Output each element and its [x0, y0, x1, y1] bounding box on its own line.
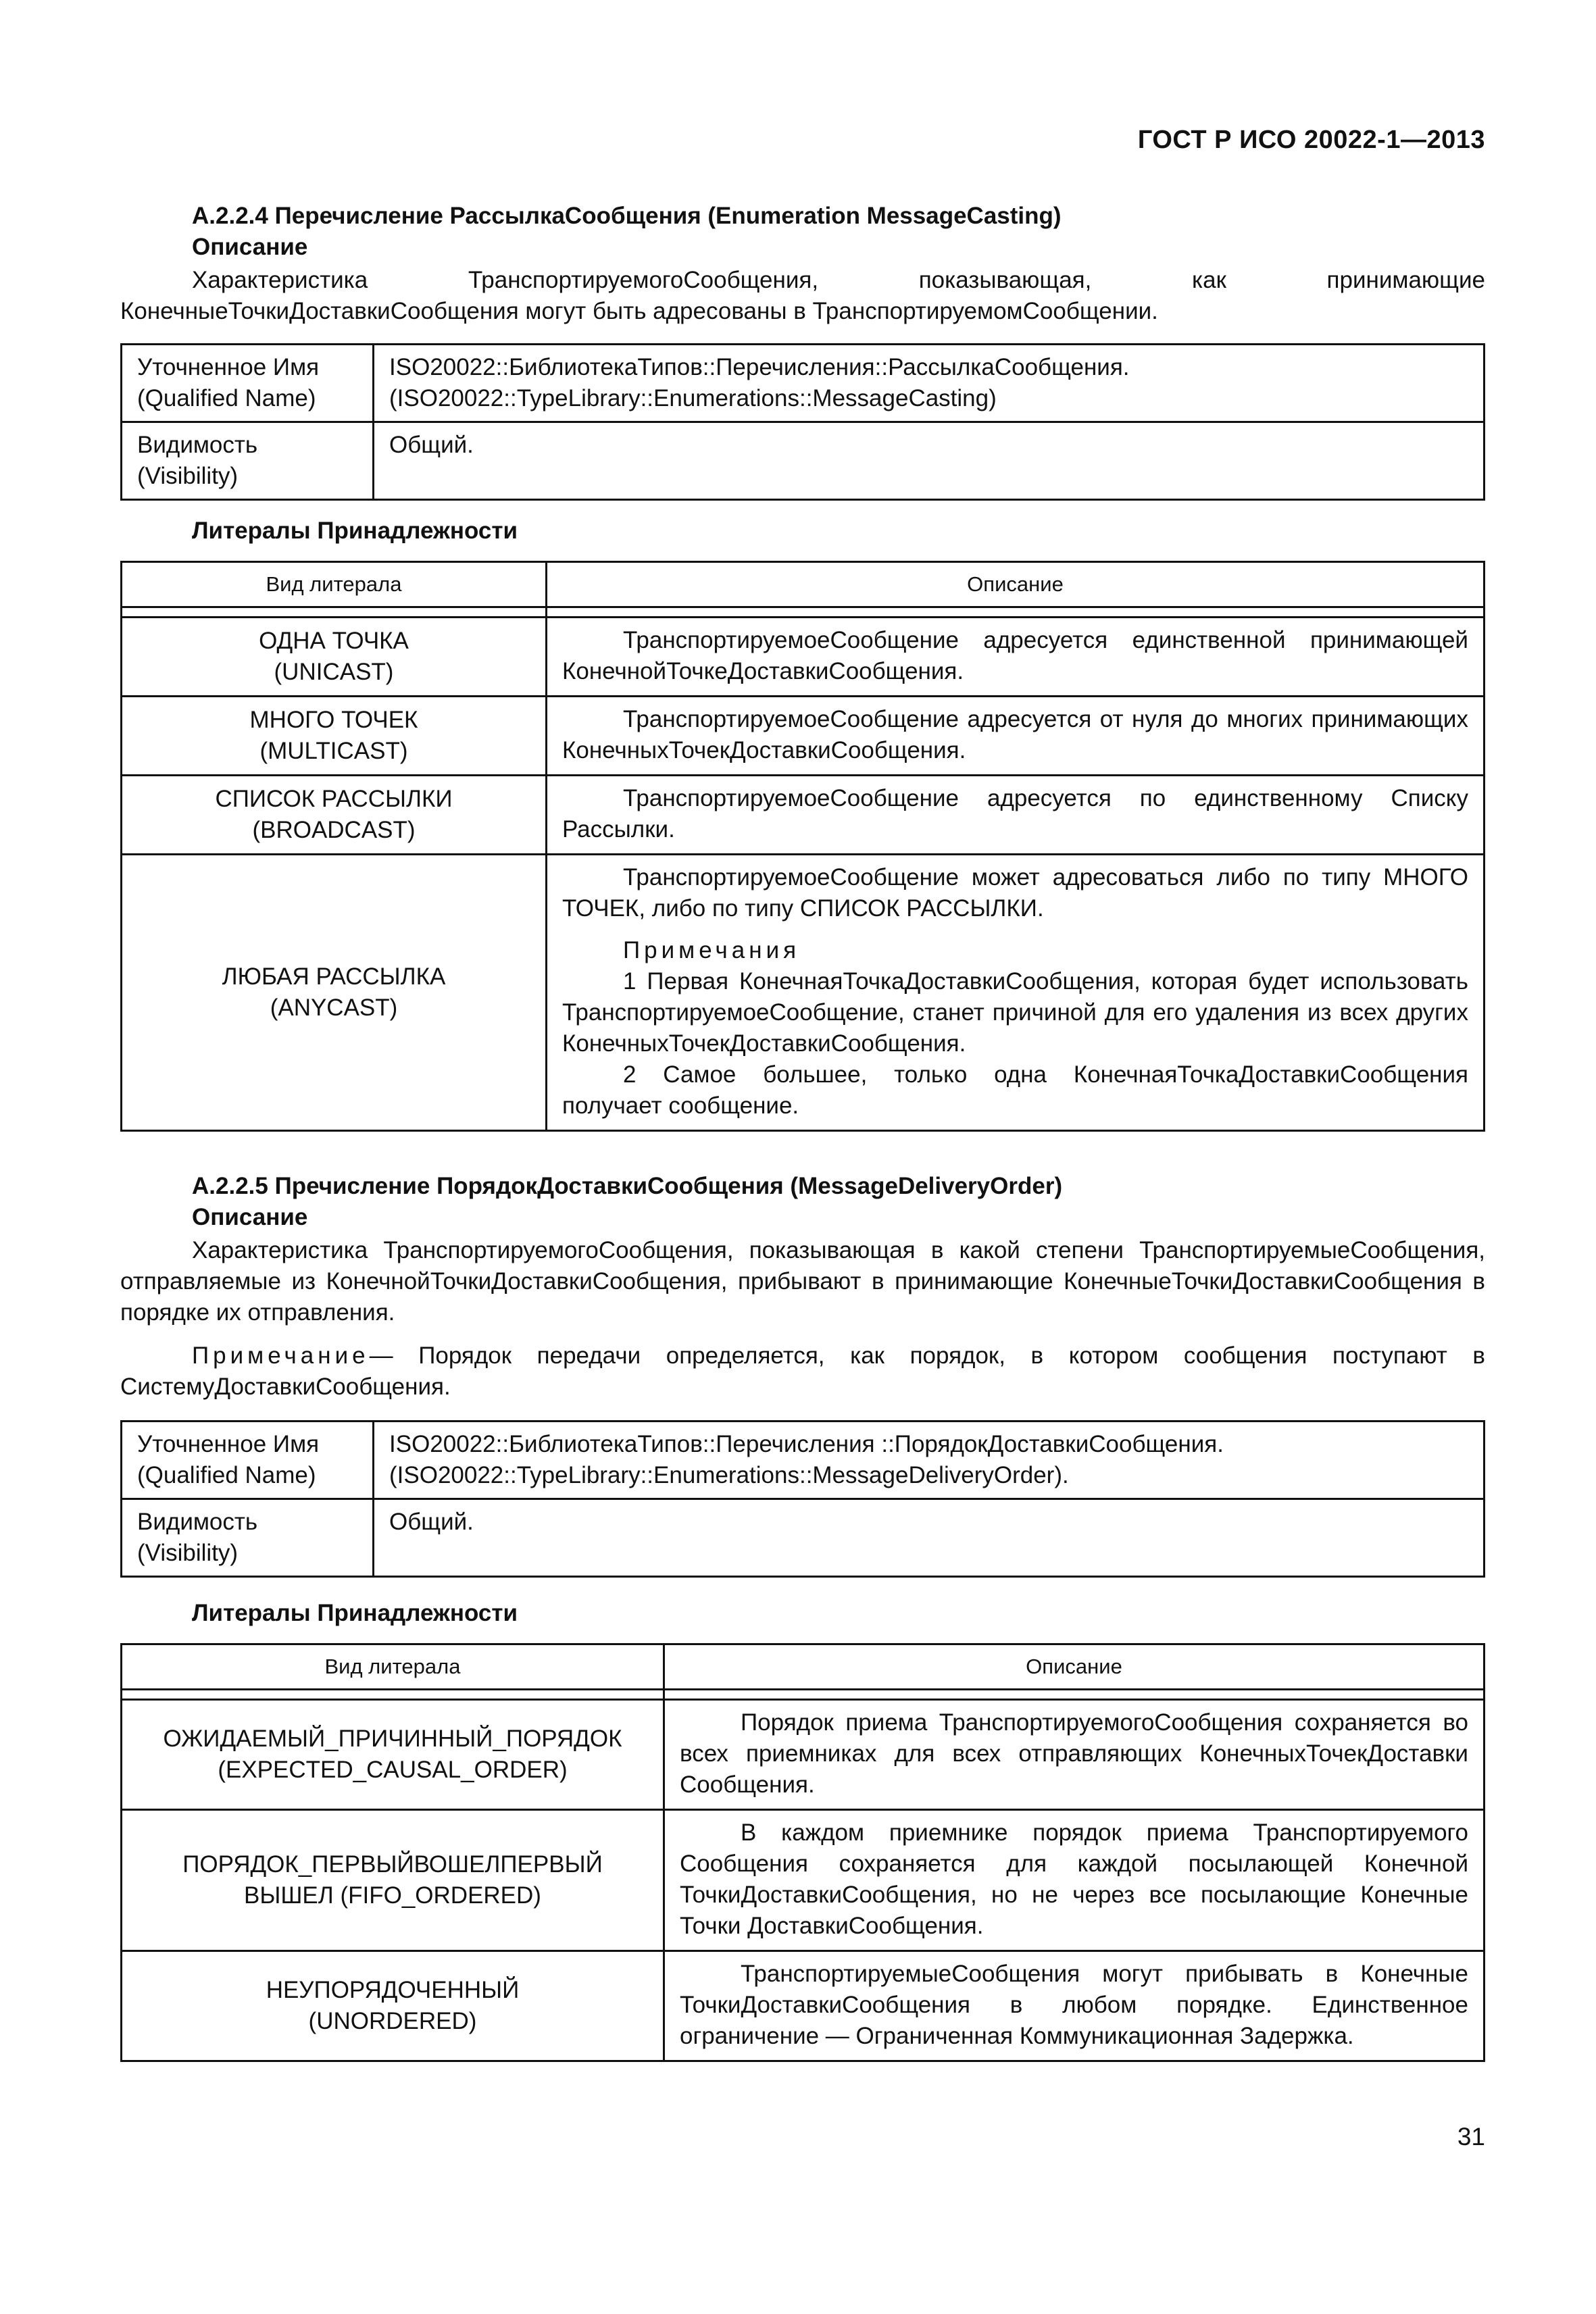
literal-name-line: ЛЮБАЯ РАССЫЛКА	[222, 963, 446, 990]
column-header-description: Описание	[547, 562, 1485, 607]
column-header-kind: Вид литерала	[122, 1644, 664, 1690]
literal-description-text: ТранспортируемоеСообщение адресуется от нуля до многих принимающих КонечныхТочекДоставкиСообщения.	[562, 706, 1468, 763]
literal-name	[122, 697, 547, 776]
literal-name	[122, 855, 547, 1131]
attr-value-line: Общий.	[389, 1509, 474, 1535]
attr-key	[122, 422, 374, 500]
table-row	[122, 1499, 1485, 1577]
literal-name-line: ОЖИДАЕМЫЙ_ПРИЧИННЫЙ_ПОРЯДОК	[163, 1726, 622, 1752]
description-text: Характеристика ТранспортируемогоСообщения, показывающая, как принимающие КонечныеТочкиДоставкиСообщения могут быть адресованы в ТранспортируемомСообщении.	[120, 267, 1485, 324]
literal-name-line: (MULTICAST)	[259, 738, 408, 764]
note-text: 1 Первая КонечнаяТочкаДоставкиСообщения, которая будет использовать ТранспортируемоеСообщение, станет причиной для его удаления из всех других КонечныхТочекДоставкиСообщения.	[562, 968, 1468, 1057]
literal-name	[122, 618, 547, 697]
notes-label: Примечания	[623, 937, 801, 963]
table-header-row	[122, 562, 1485, 607]
literal-name	[122, 1951, 664, 2061]
note-text: — Порядок передачи определяется, как порядок, в котором сообщения поступают в СистемуДоставкиСообщения.	[120, 1342, 1485, 1400]
attr-key-line: (Visibility)	[137, 463, 239, 489]
header-spacer	[122, 607, 1485, 618]
table-row	[122, 1951, 1485, 2061]
attr-key-line: (Qualified Name)	[137, 1462, 316, 1488]
literal-name-line: ПОРЯДОК_ПЕРВЫЙВОШЕЛПЕРВЫЙ	[182, 1851, 603, 1878]
table-row	[122, 422, 1485, 500]
literal-description-text: Порядок приема ТранспортируемогоСообщения сохраняется во всех приемниках для всех отправляющих КонечныхТочекДоставки Сообщения.	[680, 1709, 1468, 1798]
attr-key-line: Уточненное Имя	[137, 354, 320, 380]
table-header-row	[122, 1644, 1485, 1690]
table-row	[122, 855, 1485, 1131]
literal-description	[547, 776, 1485, 855]
literal-name-line: СПИСОК РАССЫЛКИ	[215, 786, 453, 812]
literal-name-line: (UNORDERED)	[308, 2008, 477, 2034]
literal-description	[664, 1700, 1485, 1810]
literal-description	[547, 618, 1485, 697]
literal-description	[547, 855, 1485, 1131]
literals-heading: Литералы Принадлежности	[192, 1600, 518, 1626]
literal-description	[547, 697, 1485, 776]
table-row	[122, 697, 1485, 776]
section-title-message-delivery-order: A.2.2.5 Пречисление ПорядокДоставкиСообщения (MessageDeliveryOrder)	[192, 1173, 1063, 1199]
attr-key	[122, 1422, 374, 1499]
attr-key-line: Видимость	[137, 432, 258, 458]
column-header-description: Описание	[664, 1644, 1485, 1690]
attr-value	[374, 422, 1485, 500]
note-text: 2 Самое большее, только одна КонечнаяТочкаДоставкиСообщения получает сообщение.	[562, 1061, 1468, 1119]
note-paragraph	[120, 1340, 1485, 1403]
description-heading: Описание	[192, 1204, 308, 1230]
attr-key-line: Видимость	[137, 1509, 258, 1535]
page-number: 31	[1457, 2123, 1485, 2150]
literal-description-text: ТранспортируемоеСообщение адресуется по единственному Списку Рассылки.	[562, 785, 1468, 842]
literals-table	[120, 1643, 1485, 2062]
literal-description	[664, 1810, 1485, 1951]
table-row	[122, 1700, 1485, 1810]
attributes-table	[120, 1420, 1485, 1578]
attr-key	[122, 345, 374, 422]
literal-name-line: (UNICAST)	[274, 659, 394, 685]
literal-name-line: ОДНА ТОЧКА	[259, 628, 409, 654]
attr-value-line: Общий.	[389, 432, 474, 458]
literal-name-line: МНОГО ТОЧЕК	[249, 707, 418, 733]
table-row	[122, 345, 1485, 422]
literal-description-text: В каждом приемнике порядок приема Транспортируемого Сообщения сохраняется для каждой посылающей Конечной ТочкиДоставкиСообщения, но не через все посылающие Конечные Точки ДоставкиСообщения.	[680, 1819, 1468, 1939]
table-row	[122, 1422, 1485, 1499]
literal-description	[664, 1951, 1485, 2061]
attributes-table	[120, 343, 1485, 501]
literal-name-line: (BROADCAST)	[252, 817, 416, 843]
attr-value-line: (ISO20022::TypeLibrary::Enumerations::MessageCasting)	[389, 385, 997, 411]
literal-name-line: НЕУПОРЯДОЧЕННЫЙ	[266, 1977, 520, 2003]
literals-heading: Литералы Принадлежности	[192, 518, 518, 544]
literals-table	[120, 561, 1485, 1132]
table-row	[122, 1810, 1485, 1951]
note-label: Примечание	[192, 1342, 370, 1369]
table-row	[122, 776, 1485, 855]
attr-value	[374, 345, 1485, 422]
description-heading: Описание	[192, 234, 308, 260]
literal-description-text: ТранспортируемоеСообщение может адресоваться либо по типу МНОГО ТОЧЕК, либо по типу СПИСОК РАССЫЛКИ.	[562, 864, 1468, 922]
literal-description-text: ТранспортируемоеСообщение адресуется единственной принимающей КонечнойТочкеДоставкиСообщения.	[562, 627, 1468, 684]
literal-description-text: ТранспортируемыеСообщения могут прибывать в Конечные ТочкиДоставкиСообщения в любом порядке. Единственное ограничение — Ограниченная Коммуникационная Задержка.	[680, 1961, 1468, 2049]
document-id: ГОСТ Р ИСО 20022-1—2013	[1137, 126, 1485, 154]
description-text: Характеристика ТранспортируемогоСообщения, показывающая в какой степени ТранспортируемыеСообщения, отправляемые из КонечнойТочкиДоставкиСообщения, прибывают в принимающие КонечныеТочкиДоставкиСообщения в порядке их отправления.	[120, 1237, 1485, 1326]
attr-value	[374, 1422, 1485, 1499]
literal-name	[122, 776, 547, 855]
attr-key-line: (Qualified Name)	[137, 385, 316, 411]
attr-key-line: (Visibility)	[137, 1540, 239, 1566]
attr-key	[122, 1499, 374, 1577]
attr-value-line: ISO20022::БиблиотекаТипов::Перечисления ::ПорядокДоставкиСообщения.	[389, 1431, 1224, 1457]
literal-name-line: ВЫШЕЛ (FIFO_ORDERED)	[244, 1882, 541, 1909]
literal-name	[122, 1810, 664, 1951]
table-row	[122, 618, 1485, 697]
column-header-kind: Вид литерала	[122, 562, 547, 607]
attr-key-line: Уточненное Имя	[137, 1431, 320, 1457]
literal-name-line: (ANYCAST)	[270, 995, 398, 1021]
attr-value	[374, 1499, 1485, 1577]
attr-value-line: (ISO20022::TypeLibrary::Enumerations::MessageDeliveryOrder).	[389, 1462, 1069, 1488]
literal-name-line: (EXPECTED_CAUSAL_ORDER)	[218, 1757, 568, 1783]
attr-value-line: ISO20022::БиблиотекаТипов::Перечисления::РассылкаСообщения.	[389, 354, 1130, 380]
header-spacer	[122, 1690, 1485, 1700]
section-title-message-casting: A.2.2.4 Перечисление РассылкаСообщения (Enumeration MessageCasting)	[192, 203, 1062, 229]
literal-name	[122, 1700, 664, 1810]
